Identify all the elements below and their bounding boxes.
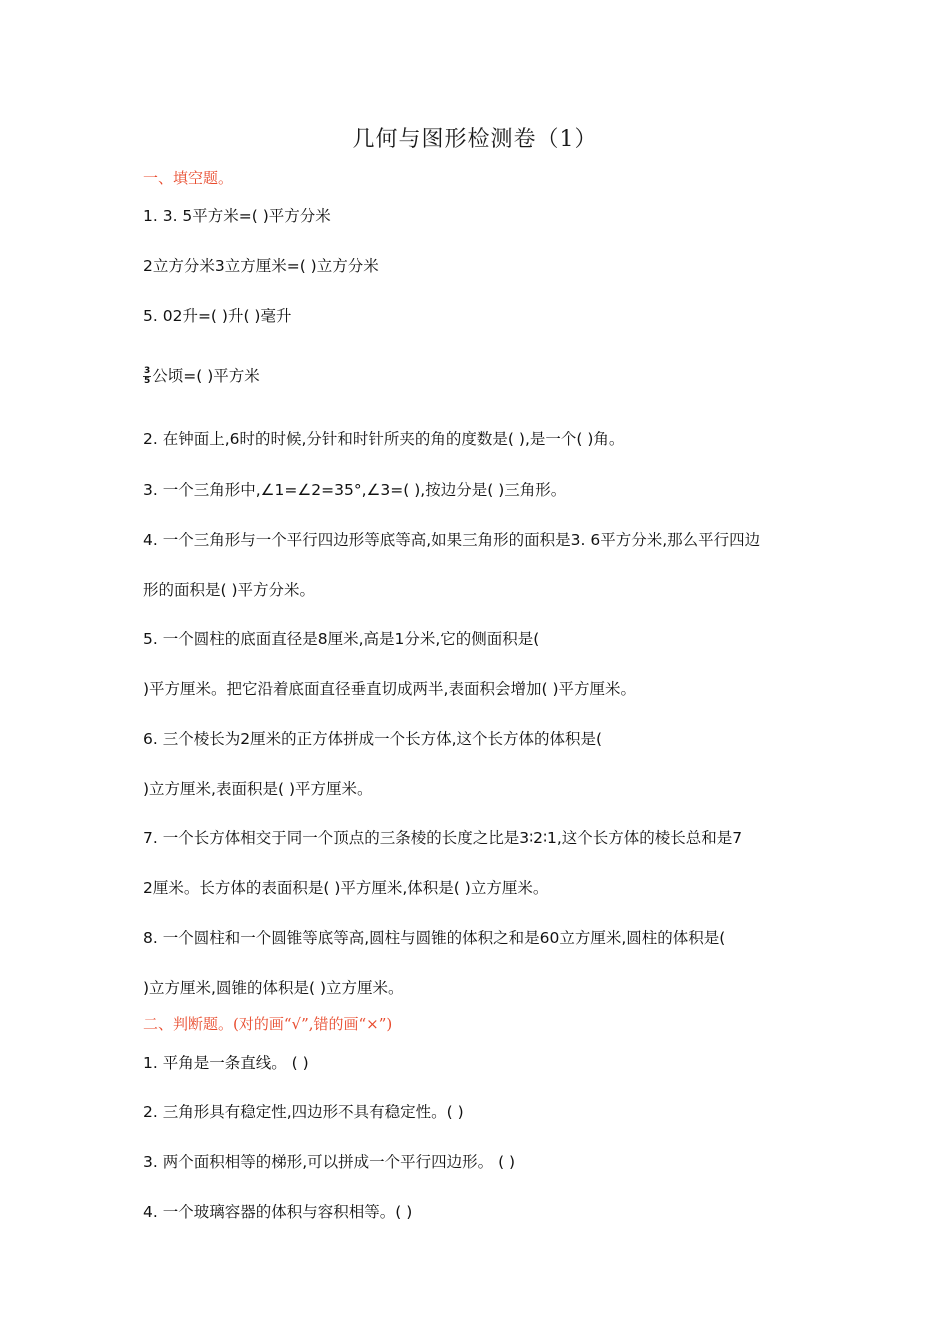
section-heading-true-false: 二、判断题。(对的画“√”,错的画“×”) xyxy=(143,1015,393,1033)
fraction xyxy=(143,367,151,386)
question-line-with-fraction xyxy=(143,366,260,386)
section-heading-fill-blank: 一、填空题。 xyxy=(143,169,234,187)
question-line: 7. 一个长方体相交于同一个顶点的三条棱的长度之比是3∶2∶1,这个长方体的棱长总和是7 xyxy=(143,829,743,847)
question-line: 4. 一个三角形与一个平行四边形等底等高,如果三角形的面积是3. 6平方分米,那么平行四边 xyxy=(143,531,761,549)
fraction-numerator: 3 xyxy=(144,366,151,376)
question-line: )平方厘米。把它沿着底面直径垂直切成两半,表面积会增加( )平方厘米。 xyxy=(143,680,636,698)
question-line: 形的面积是( )平方分米。 xyxy=(143,581,316,599)
question-line: 2立方分米3立方厘米=( )立方分米 xyxy=(143,257,379,275)
question-line: 2厘米。长方体的表面积是( )平方厘米,体积是( )立方厘米。 xyxy=(143,879,549,897)
question-line: 6. 三个棱长为2厘米的正方体拼成一个长方体,这个长方体的体积是( xyxy=(143,730,603,748)
question-line: )立方厘米,表面积是( )平方厘米。 xyxy=(143,780,373,798)
question-line: 5. 一个圆柱的底面直径是8厘米,高是1分米,它的侧面积是( xyxy=(143,630,540,648)
question-line: )立方厘米,圆锥的体积是( )立方厘米。 xyxy=(143,979,404,997)
question-line: 4. 一个玻璃容器的体积与容积相等。( ) xyxy=(143,1203,413,1221)
question-text: 公顷=( )平方米 xyxy=(152,367,260,385)
question-line: 3. 两个面积相等的梯形,可以拼成一个平行四边形。 ( ) xyxy=(143,1153,516,1171)
question-line: 8. 一个圆柱和一个圆锥等底等高,圆柱与圆锥的体积之和是60立方厘米,圆柱的体积是( xyxy=(143,929,726,947)
question-line: 3. 一个三角形中,∠1=∠2=35°,∠3=( ),按边分是( )三角形。 xyxy=(143,481,567,499)
question-line: 1. 平角是一条直线。 ( ) xyxy=(143,1054,309,1072)
fraction-denominator: 5 xyxy=(144,376,151,386)
question-line: 2. 在钟面上,6时的时候,分针和时针所夹的角的度数是( ),是一个( )角。 xyxy=(143,430,625,448)
question-line: 2. 三角形具有稳定性,四边形不具有稳定性。( ) xyxy=(143,1103,464,1121)
question-line: 5. 02升=( )升( )毫升 xyxy=(143,307,292,325)
page-title: 几何与图形检测卷（1） xyxy=(352,127,598,152)
question-line: 1. 3. 5平方米=( )平方分米 xyxy=(143,207,331,225)
